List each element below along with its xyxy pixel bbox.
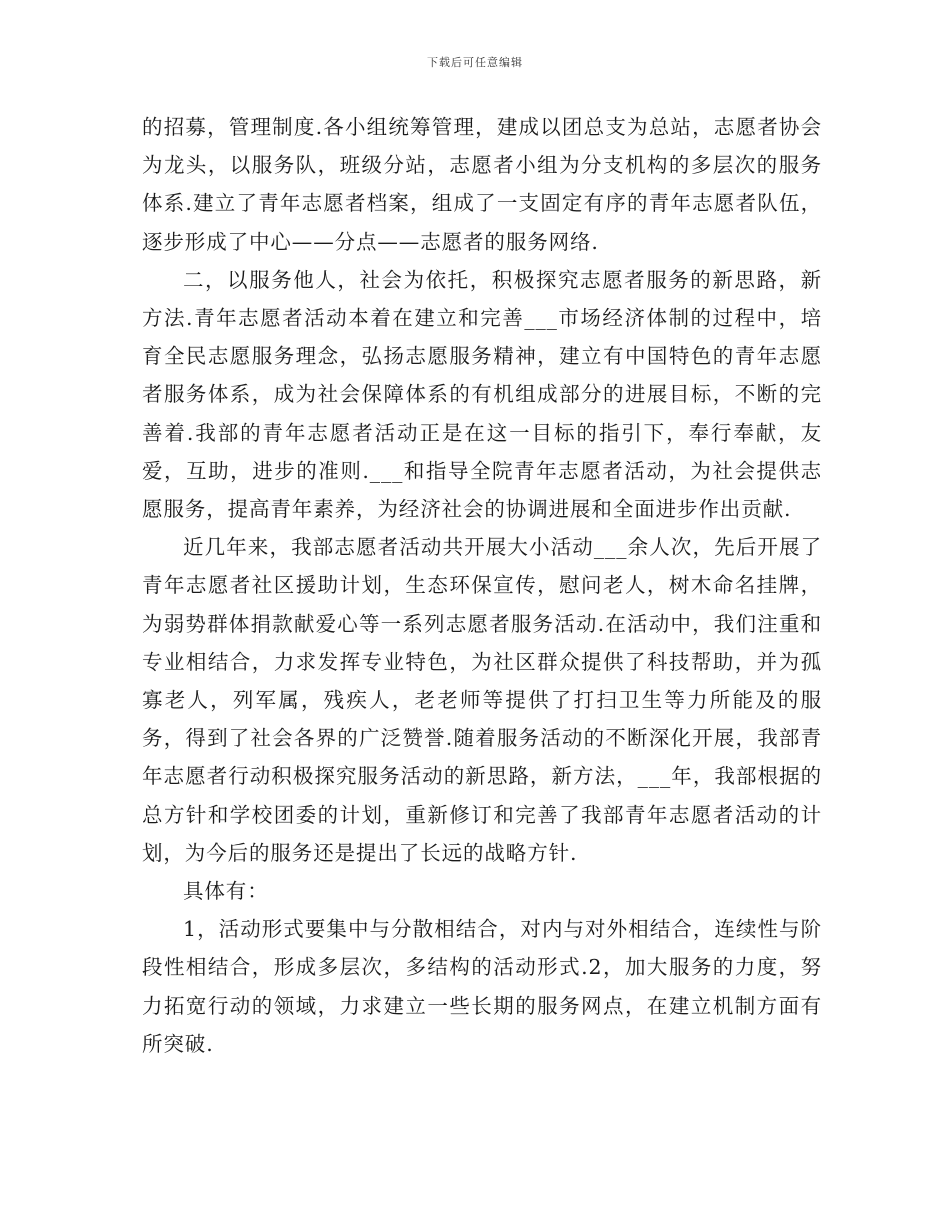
page-header-note: 下载后可任意编辑 xyxy=(427,56,523,69)
paragraph-continuation: 的招募，管理制度.各小组统筹管理，建成以团总支为总站，志愿者协会为龙头，以服务队，班级分站，志愿者小组为分支机构的多层次的服务体系.建立了青年志愿者档案，组成了一支固定有序的青年志愿者队伍，逐步形成了中心——分点——志愿者的服务网络. xyxy=(142,115,822,254)
document-body xyxy=(142,108,822,1063)
paragraph-specifics-list: 1，活动形式要集中与分散相结合，对内与对外相结合，连续性与阶段性相结合，形成多层次，多结构的活动形式.2，加大服务的力度，努力拓宽行动的领域，力求建立一些长期的服务网点，在建立机制方面有所突破. xyxy=(142,917,822,1056)
paragraph-specifics-heading: 具体有： xyxy=(183,879,269,904)
paragraph-recent-years: 近几年来，我部志愿者活动共开展大小活动___余人次，先后开展了青年志愿者社区援助计划，生态环保宣传，慰问老人，树木命名挂牌，为弱势群体捐款献爱心等一系列志愿者服务活动.在活动中，我们注重和专业相结合，力求发挥专业特色，为社区群众提供了科技帮助，并为孤寡老人，列军属，残疾人，老老师等提供了打扫卫生等力所能及的服务，得到了社会各界的广泛赞誉.随着服务活动的不断深化开展，我部青年志愿者行动积极探究服务活动的新思路，新方法，___年，我部根据的总方针和学校团委的计划，重新修订和完善了我部青年志愿者活动的计划，为今后的服务还是提出了长远的战略方针. xyxy=(142,535,822,865)
paragraph-section-two: 二，以服务他人，社会为依托，积极探究志愿者服务的新思路，新方法.青年志愿者活动本着在建立和完善___市场经济体制的过程中，培育全民志愿服务理念，弘扬志愿服务精神，建立有中国特色的青年志愿者服务体系，成为社会保障体系的有机组成部分的进展目标，不断的完善着.我部的青年志愿者活动正是在这一目标的指引下，奉行奉献，友爱，互助，进步的准则.___和指导全院青年志愿者活动，为社会提供志愿服务，提高青年素养，为经济社会的协调进展和全面进步作出贡献. xyxy=(142,267,822,522)
